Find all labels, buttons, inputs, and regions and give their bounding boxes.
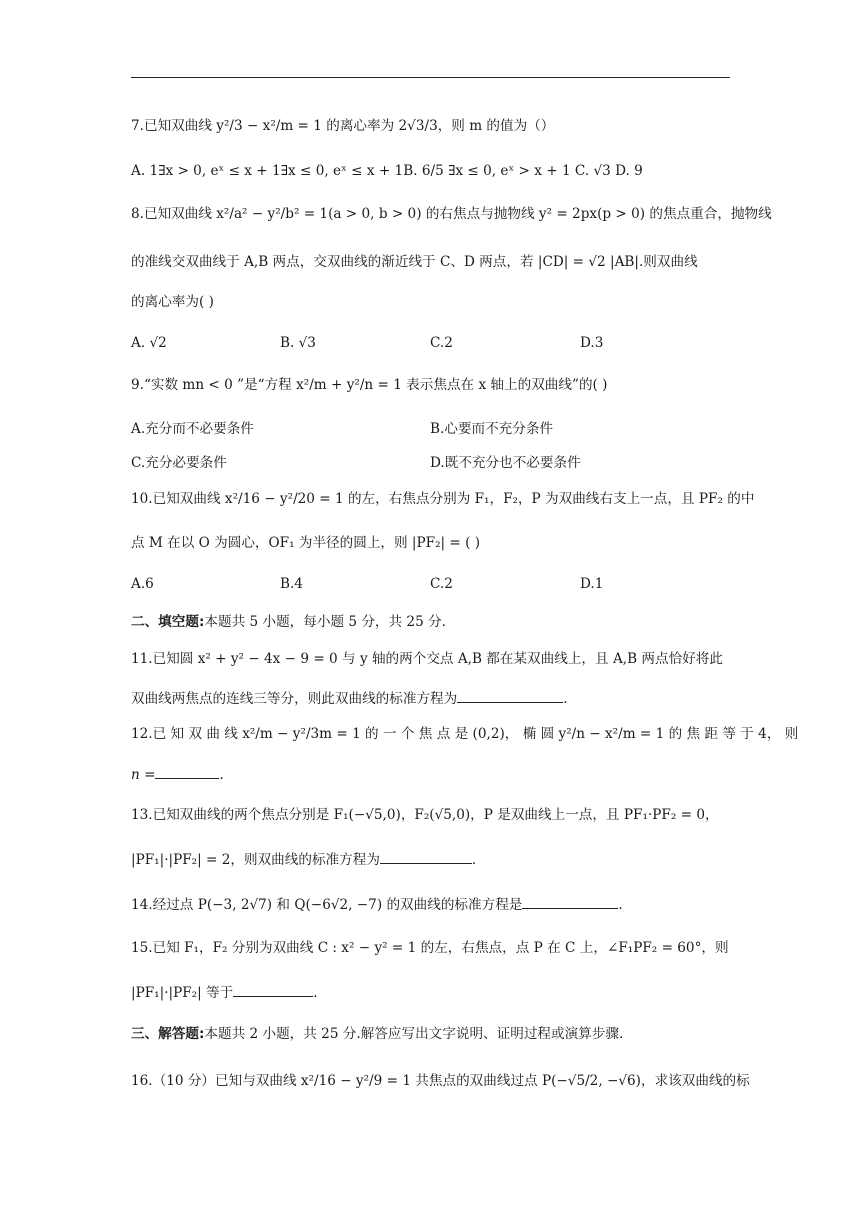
q15-line1: 15.已知 F₁，F₂ 分别为双曲线 C : x² − y² = 1 的左，右焦点，点 P 在 C 上，∠F₁PF₂ = 60°，则 — [131, 940, 729, 956]
q16-line1: 16.（10 分）已知与双曲线 x²/16 − y²/9 = 1 共焦点的双曲线过点 P(−√5/2, −√6)，求该双曲线的标 — [131, 1073, 750, 1089]
q13-end: . — [471, 852, 477, 868]
section-solutions-desc: 本题共 2 小题，共 25 分.解答应写出文字说明、证明过程或演算步骤. — [204, 1026, 624, 1042]
header-rule — [131, 77, 730, 78]
q7-options: A. 1∃x > 0, eˣ ≤ x + 1∃x ≤ 0, eˣ ≤ x + 1B. 6/5 ∃x ≤ 0, eˣ > x + 1 C. √3 D. 9 — [131, 163, 643, 179]
q8-option-a: A. √2 — [131, 335, 167, 351]
q14-end: . — [618, 897, 623, 913]
q11-line2-wrap — [131, 690, 731, 708]
section-fill-in-heading — [131, 614, 731, 631]
q15-line2-wrap — [131, 984, 731, 1002]
q9-option-a: A.充分而不必要条件 — [131, 421, 254, 437]
q13-line1: 13.已知双曲线的两个焦点分别是 F₁(−√5,0)，F₂(√5,0)，P 是双曲线上一点，且 PF₁·PF₂ = 0， — [131, 807, 719, 823]
section-solutions-title: 三、解答题: — [131, 1026, 205, 1042]
q10-line2: 点 M 在以 O 为圆心，OF₁ 为半径的圆上，则 |PF₂| = ( ) — [131, 535, 481, 551]
q8-line3: 的离心率为( ) — [131, 294, 214, 310]
q15-line2: |PF₁|·|PF₂| 等于 — [131, 985, 234, 1001]
q13-line2-wrap — [131, 851, 731, 869]
q11-end: . — [563, 691, 568, 707]
q11-line2: 双曲线两焦点的连线三等分，则此双曲线的标准方程为 — [131, 691, 458, 707]
q14-wrap — [131, 896, 731, 914]
section-fill-in-title: 二、填空题: — [131, 614, 205, 630]
q8-option-c: C.2 — [430, 335, 453, 351]
q12-line1: 12.已 知 双 曲 线 x²/m − y²/3m = 1 的 一 个 焦 点 是 (0,2)， 椭 圆 y²/n − x²/m = 1 的 焦 距 等 于 4， 则 — [131, 726, 799, 742]
q14-answer-blank[interactable] — [522, 896, 618, 909]
q7-stem: 7.已知双曲线 y²/3 − x²/m = 1 的离心率为 2√3/3，则 m 的值为（） — [131, 118, 555, 134]
q12-answer-blank[interactable] — [155, 766, 219, 779]
q13-answer-blank[interactable] — [380, 851, 472, 864]
q14-line1: 14.经过点 P(−3, 2√7) 和 Q(−6√2, −7) 的双曲线的标准方程是 — [131, 897, 523, 913]
q9-stem: 9.“实数 mn < 0 ”是“方程 x²/m + y²/n = 1 表示焦点在 x 轴上的双曲线”的( ) — [131, 377, 608, 393]
q10-line1: 10.已知双曲线 x²/16 − y²/20 = 1 的左，右焦点分别为 F₁，F₂，P 为双曲线右支上一点，且 PF₂ 的中 — [131, 491, 755, 507]
q10-option-d: D.1 — [580, 576, 604, 592]
q10-option-b: B.4 — [280, 576, 303, 592]
q12-end: . — [219, 767, 224, 783]
q15-end: . — [313, 985, 318, 1001]
q10-option-c: C.2 — [430, 576, 453, 592]
q11-answer-blank[interactable] — [457, 690, 563, 703]
q8-option-b: B. √3 — [280, 335, 316, 351]
q8-line1: 8.已知双曲线 x²/a² − y²/b² = 1(a > 0, b > 0) 的右焦点与抛物线 y² = 2px(p > 0) 的焦点重合，抛物线 — [131, 206, 772, 222]
q11-line1: 11.已知圆 x² + y² − 4x − 9 = 0 与 y 轴的两个交点 A,B 都在某双曲线上，且 A,B 两点恰好将此 — [131, 651, 723, 667]
q12-line2: n = — [131, 767, 156, 783]
q9-option-b: B.心要而不充分条件 — [430, 421, 554, 437]
q9-option-d: D.既不充分也不必要条件 — [430, 455, 581, 471]
section-fill-in-desc: 本题共 5 小题，每小题 5 分，共 25 分. — [204, 614, 446, 630]
q12-line2-wrap — [131, 766, 731, 784]
q13-line2: |PF₁|·|PF₂| = 2，则双曲线的标准方程为 — [131, 852, 380, 868]
q8-option-d: D.3 — [580, 335, 604, 351]
q8-line2: 的准线交双曲线于 A,B 两点，交双曲线的渐近线于 C、D 两点，若 |CD| = √2 |AB|.则双曲线 — [131, 254, 698, 270]
q15-answer-blank[interactable] — [233, 984, 313, 997]
section-solutions-heading — [131, 1026, 731, 1043]
q9-option-c: C.充分必要条件 — [131, 455, 227, 471]
q10-option-a: A.6 — [131, 576, 154, 592]
